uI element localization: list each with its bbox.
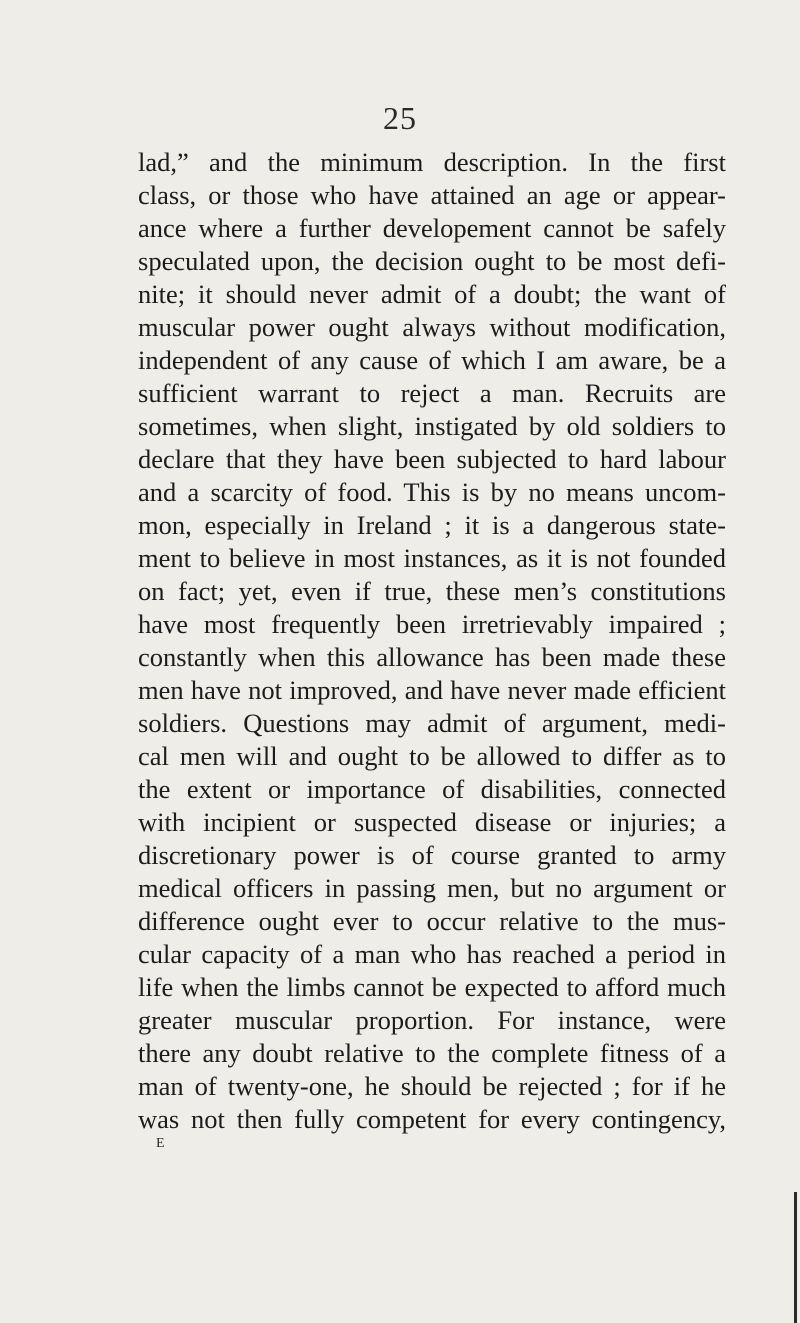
text-line: constantly when this allowance has been made these xyxy=(138,642,726,672)
page-edge-mark xyxy=(794,1192,797,1323)
text-line: ment to believe in most instances, as it is not founded xyxy=(138,543,726,573)
text-line: speculated upon, the decision ought to be most defi- xyxy=(138,246,726,276)
text-line: ance where a further developement cannot be safely xyxy=(138,213,726,243)
text-line: on fact; yet, even if true, these men’s constitutions xyxy=(138,576,726,606)
text-line: medical officers in passing men, but no argument or xyxy=(138,873,726,903)
text-line: sometimes, when slight, instigated by old soldiers to xyxy=(138,411,726,441)
page-number: 25 xyxy=(383,100,417,136)
text-line: difference ought ever to occur relative to the mus- xyxy=(138,906,726,936)
text-line: was not then fully competent for every contingency, xyxy=(138,1104,726,1134)
text-line: nite; it should never admit of a doubt; the want of xyxy=(138,279,726,309)
text-line: independent of any cause of which I am aware, be a xyxy=(138,345,726,375)
text-line: class, or those who have attained an age or appear- xyxy=(138,180,726,210)
text-line: life when the limbs cannot be expected to afford much xyxy=(138,972,726,1002)
text-line: with incipient or suspected disease or injuries; a xyxy=(138,807,726,837)
text-line: and a scarcity of food. This is by no means uncom- xyxy=(138,477,726,507)
text-line: cular capacity of a man who has reached a period in xyxy=(138,939,726,969)
text-line: the extent or importance of disabilities, connected xyxy=(138,774,726,804)
text-line: greater muscular proportion. For instance, were xyxy=(138,1005,726,1035)
text-line: mon, especially in Ireland ; it is a dangerous state- xyxy=(138,510,726,540)
text-line: sufficient warrant to reject a man. Recruits are xyxy=(138,378,726,408)
text-line: lad,” and the minimum description. In the first xyxy=(138,147,726,177)
text-line: declare that they have been subjected to hard labour xyxy=(138,444,726,474)
text-line: there any doubt relative to the complete fitness of a xyxy=(138,1038,726,1068)
text-line: cal men will and ought to be allowed to differ as to xyxy=(138,741,726,771)
text-line: muscular power ought always without modification, xyxy=(138,312,726,342)
text-line: men have not improved, and have never made efficient xyxy=(138,675,726,705)
text-line: man of twenty-one, he should be rejected ; for if he xyxy=(138,1071,726,1101)
signature-mark: E xyxy=(156,1136,166,1151)
text-line: have most frequently been irretrievably impaired ; xyxy=(138,609,726,639)
text-line: discretionary power is of course granted to army xyxy=(138,840,726,870)
text-line: soldiers. Questions may admit of argument, medi- xyxy=(138,708,726,738)
